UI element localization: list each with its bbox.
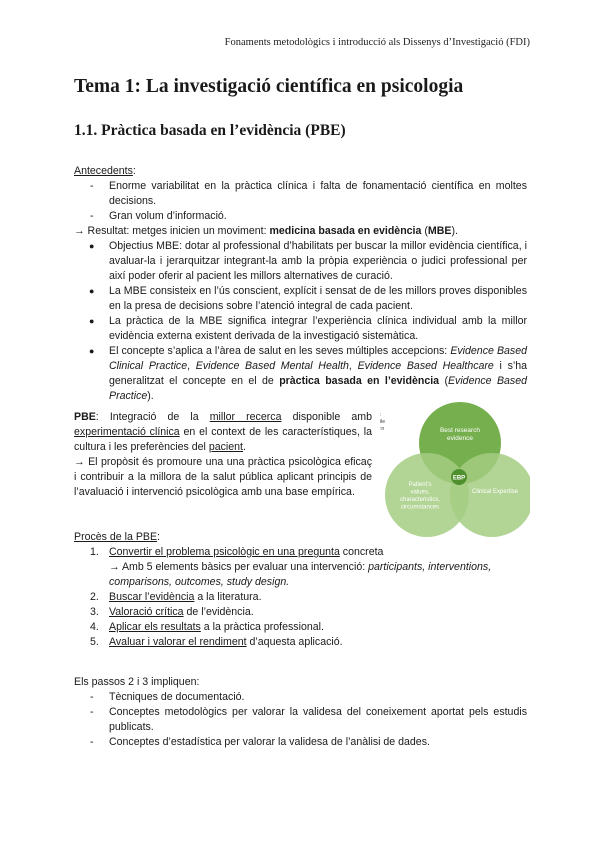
process-step: 2. Buscar l’evidència a la literatura.	[90, 591, 262, 603]
process-block: Procès de la PBE: 1. Convertir el problema psicològic en una pregunta concreta → Amb 5 elements bàsics per evaluar una intervenció: participants, interventions, comparisons, outcomes, study design. 2. Buscar l’evidència a la literatura. 3. Valoració crítica de l’evidència. 4. Aplicar els resultats a la pràctica professional. 5. Avaluar i valorar el rendiment d’aquesta aplicació.	[74, 530, 527, 650]
venn-label-expertise: Clinical Expertise	[471, 489, 519, 495]
list-item: - Gran volum d’informació.	[74, 209, 527, 224]
pbe-definition: PBE: Integració de la millor recerca disponible amb experimentació clínica en el context de les característiques, la cultura i les preferències del pacient. → El propòsit és promoure una una pràctica psicològica eficaç i contribuir a la millora de la salut pública aplicant principis de l’avaluació i intervenció psicològica amb una base empírica.	[74, 411, 372, 498]
list-item: ● Objectius MBE: dotar al professional d’habilitats per buscar la millor evidència científica, i avaluar-la i jerarquitzar integrant-la amb la pròpia experiència o judici professional per així poder oferir al pacient les millors alternatives de curació.	[74, 239, 527, 284]
mbe-bullets	[74, 239, 527, 404]
list-item: ● El concepte s’aplica a l’àrea de salut en les seves múltiples accepcions: Evidence Based Clinical Practice, Evidence Based Mental Health, Evidence Based Healthcare i s’ha generalitzat el concepte en el de pràctica basada en l’evidència (Evidence Based Practice).	[74, 344, 527, 404]
section-title: 1.1. Pràctica basada en l’evidència (PBE)	[74, 122, 346, 139]
antecedents-heading: Antecedents	[74, 165, 133, 177]
antecedents-list	[74, 179, 527, 224]
steps23-intro: Els passos 2 i 3 impliquen:	[74, 676, 200, 688]
running-header: Fonaments metodològics i introducció als Dissenys d’Investigació (FDI)	[224, 37, 530, 48]
process-step: 4. Aplicar els resultats a la pràctica professional.	[90, 621, 324, 633]
steps23-list	[74, 690, 527, 750]
steps23-block	[74, 675, 527, 750]
venn-label-patient: Patient’s values, characteristics, circumstances	[399, 482, 441, 511]
ebp-venn-diagram	[380, 400, 530, 540]
list-item: - Tècniques de documentació.	[74, 690, 527, 705]
list-item: - Conceptes d’estadística per valorar la validesa de l’anàlisi de dades.	[74, 735, 527, 750]
process-steps	[74, 545, 527, 650]
process-heading: Procès de la PBE	[74, 531, 158, 543]
list-item: - Conceptes metodològics per valorar la validesa del coneixement aportat pels estudis publicats.	[74, 705, 527, 735]
process-step: 3. Valoració crítica de l’evidència.	[90, 606, 254, 618]
antecedents-block: Antecedents: - Enorme variabilitat en la pràctica clínica i falta de fonamentació científica en moltes decisions. - Gran volum d’informació. → Resultat: metges inicien un moviment: medicina basada en evidència (MBE). ● Objectius MBE: dotar al professional d’habilitats per buscar la millor evidència científica, i avaluar-la i jerarquitzar integrant-la amb la pròpia experiència o judici professional per així poder oferir al pacient les millors alternatives de curació. ● La MBE consisteix en l’ús conscient, explícit i sensat de de les millors proves disponibles en la presa de decisions sobre l’atenció integral de cada pacient. ● La pràctica de la MBE significa integrar l’experiència clínica individual amb la millor evidència externa existent derivada de la investigació sistemàtica. ● El concepte s’aplica a l’àrea de salut en les seves múltiples accepcions: Evidence Based Clinical Practice, Evidence Based Mental Health, Evidence Based Healthcare i s’ha generalitzat el concepte en el de pràctica basada en l’evidència (Evidence Based Practice).	[74, 164, 527, 404]
venn-center-label: EBP	[452, 475, 466, 482]
venn-edge-text: : ile :n	[380, 412, 386, 432]
process-step: 5. Avaluar i valorar el rendiment d’aquesta aplicació.	[90, 636, 343, 648]
process-step: 1. Convertir el problema psicològic en una pregunta concreta → Amb 5 elements bàsics per evaluar una intervenció: participants, interventions, comparisons, outcomes, study design.	[90, 546, 492, 588]
venn-label-research: Best research evidence	[439, 427, 481, 442]
result-line: → Resultat: metges inicien un moviment: medicina basada en evidència (MBE).	[74, 225, 458, 237]
list-item: - Enorme variabilitat en la pràctica clínica i falta de fonamentació científica en moltes decisions.	[74, 179, 527, 209]
list-item: ● La MBE consisteix en l’ús conscient, explícit i sensat de de les millors proves disponibles en la presa de decisions sobre l’atenció integral de cada pacient.	[74, 284, 527, 314]
page-title: Tema 1: La investigació científica en psicologia	[74, 76, 464, 97]
list-item: ● La pràctica de la MBE significa integrar l’experiència clínica individual amb la millor evidència externa existent derivada de la investigació sistemàtica.	[74, 314, 527, 344]
pbe-purpose: → El propòsit és promoure una una pràctica psicològica eficaç i contribuir a la millora de la salut pública aplicant principis de l’avaluació i intervenció psicològica amb una base empírica.	[74, 456, 372, 498]
